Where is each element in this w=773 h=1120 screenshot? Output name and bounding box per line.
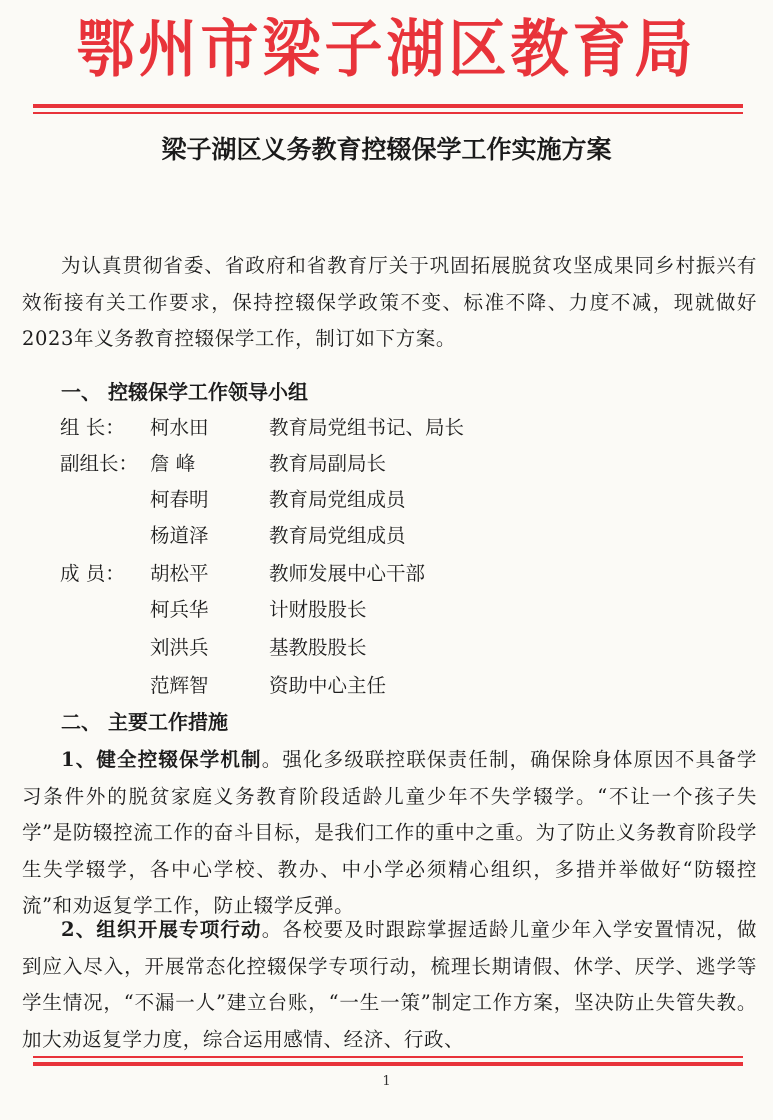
member-role: 副组长： — [60, 452, 139, 475]
member-title: 资助中心主任 — [269, 674, 387, 697]
measure-2-paragraph — [22, 912, 757, 1058]
member-title: 计财股股长 — [269, 598, 367, 621]
member-name: 柯兵华 — [150, 598, 209, 621]
member-name: 胡松平 — [150, 562, 209, 585]
member-title: 教育局党组成员 — [269, 488, 406, 511]
member-name: 刘洪兵 — [150, 636, 209, 659]
measure-1-text: 。强化多级联控联保责任制，确保除身体原因不具备学习条件外的脱贫家庭义务教育阶段适龄儿童少年不失学辍学。“不让一个孩子失学”是防辍控流工作的奋斗目标，是我们工作的重中之重。为了防止义务教育阶段学生失学辍学，各中心学校、教办、中小学必须精心组织，多措并举做好“防辍控流”和劝返复学工作，防止辍学反弹。 — [22, 748, 757, 917]
footer-rule-thick — [33, 1062, 743, 1066]
member-role: 成 员： — [60, 562, 125, 585]
member-name: 詹 峰 — [150, 452, 196, 475]
member-name: 柯水田 — [150, 416, 209, 439]
member-name: 范辉智 — [150, 674, 209, 697]
header-rule-thick — [33, 104, 743, 108]
document-title: 梁子湖区义务教育控辍保学工作实施方案 — [161, 135, 612, 164]
member-title: 教师发展中心干部 — [269, 562, 426, 585]
member-name: 柯春明 — [150, 488, 209, 511]
measure-1-paragraph — [22, 742, 757, 925]
measure-2-text: 。各校要及时跟踪掌握适龄儿童少年入学安置情况，做到应入尽入，开展常态化控辍保学专项行动，梳理长期请假、休学、厌学、逃学等学生情况，“不漏一人”建立台账，“一生一策”制定工作方案，坚决防止失管失教。加大劝返复学力度，综合运用感情、经济、行政、 — [22, 918, 757, 1051]
header-rule-thin — [33, 112, 743, 114]
intro-paragraph: 为认真贯彻省委、省政府和省教育厅关于巩固拓展脱贫攻坚成果同乡村振兴有效衔接有关工作要求，保持控辍保学政策不变、标准不降、力度不减，现就做好2023年义务教育控辍保学工作，制订如下方案。 — [22, 254, 757, 350]
section1-heading: 一、 控辍保学工作领导小组 — [61, 380, 308, 404]
agency-letterhead: 鄂州市梁子湖区教育局 — [76, 12, 697, 86]
page-number: 1 — [382, 1074, 391, 1089]
member-title: 教育局党组成员 — [269, 524, 406, 547]
member-title: 基教股股长 — [269, 636, 367, 659]
member-name: 杨道泽 — [150, 524, 209, 547]
member-role: 组 长： — [60, 416, 125, 439]
measure-2-lead: 2、组织开展专项行动 — [61, 918, 262, 941]
member-title: 教育局副局长 — [269, 452, 387, 475]
section2-heading: 二、 主要工作措施 — [61, 710, 228, 734]
footer-rule-thin — [33, 1056, 743, 1058]
member-title: 教育局党组书记、局长 — [269, 416, 465, 439]
measure-1-lead: 1、健全控辍保学机制 — [61, 748, 262, 771]
